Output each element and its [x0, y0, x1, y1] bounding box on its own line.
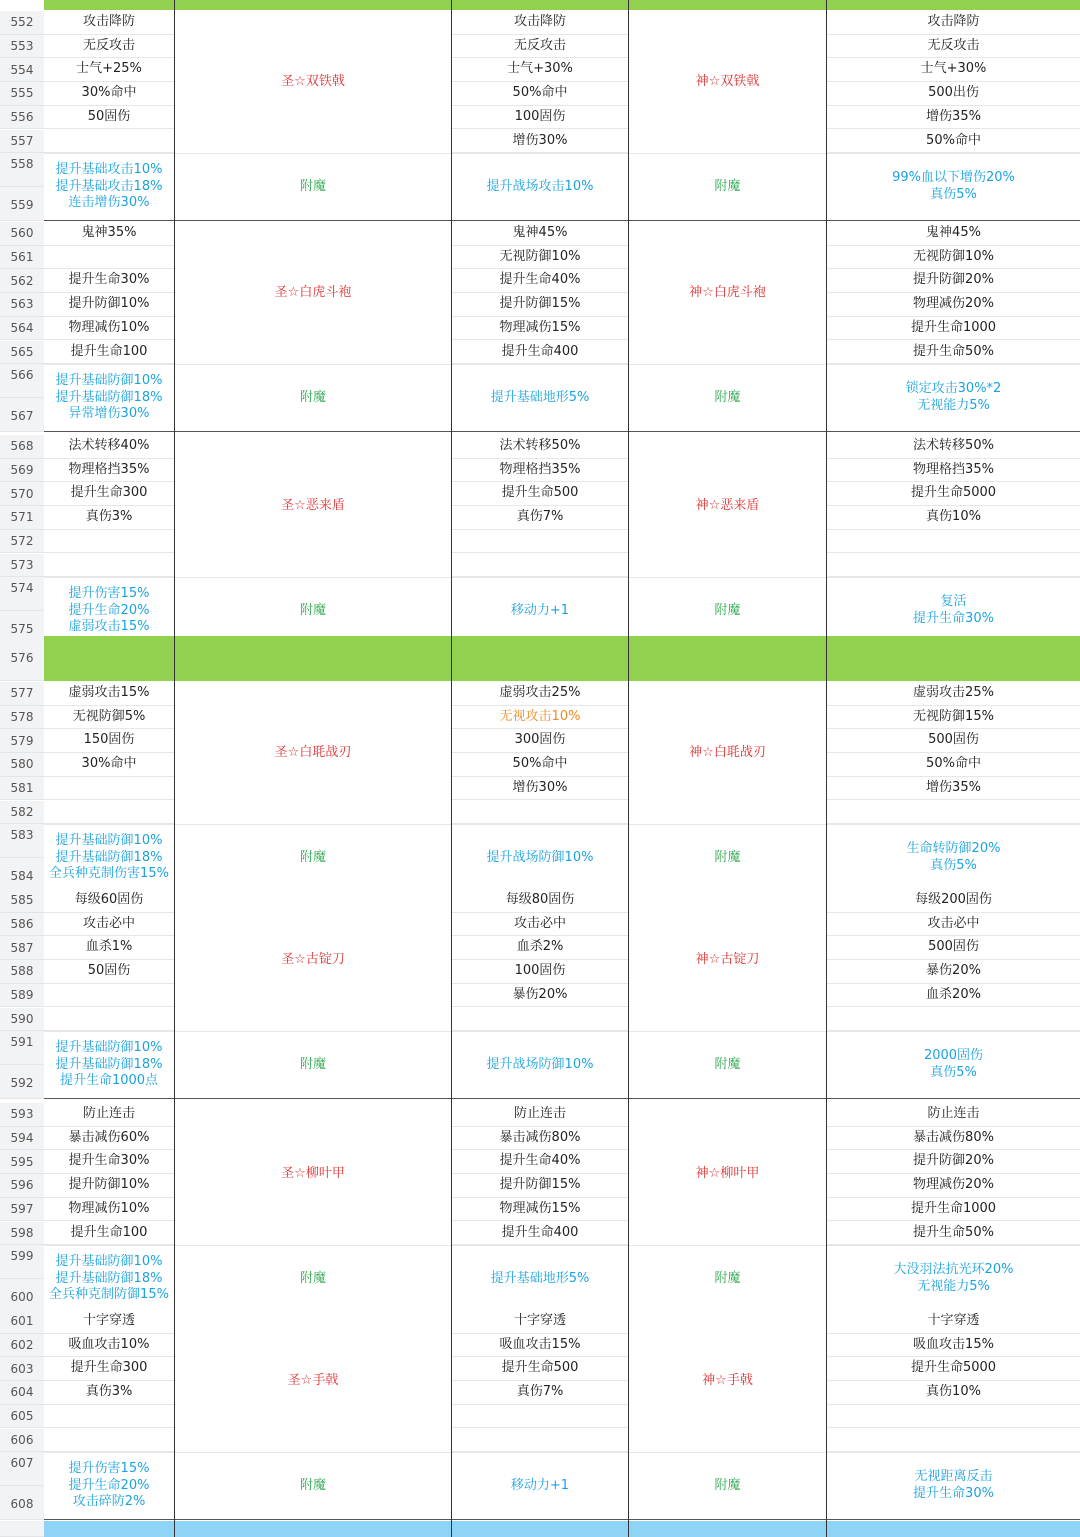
stat-cell[interactable]: 提升防御20% — [827, 1150, 1080, 1174]
stat-cell[interactable]: 真伤10% — [827, 1381, 1080, 1405]
enchant-label[interactable]: 附魔 — [629, 364, 826, 431]
stat-cell[interactable]: 攻击降防 — [452, 11, 628, 35]
cell-line: 提升基础防御10% — [55, 833, 163, 849]
cell-line: 提升生命20% — [68, 602, 150, 618]
stat-cell[interactable] — [827, 1008, 1080, 1032]
stat-cell[interactable]: 攻击必中 — [452, 913, 628, 937]
stat-cell[interactable] — [44, 130, 174, 154]
enchant-label[interactable]: 附魔 — [175, 364, 451, 431]
stat-cell[interactable] — [44, 554, 174, 578]
stat-cell[interactable]: 增伤30% — [452, 130, 628, 154]
stat-cell[interactable]: 提升生命300 — [44, 482, 174, 506]
cell-line: 移动力+1 — [510, 1477, 570, 1493]
stat-cell[interactable]: 真伤7% — [452, 1381, 628, 1405]
stat-cell[interactable] — [827, 554, 1080, 578]
row-header[interactable]: 595 — [0, 1150, 44, 1174]
cell-line: 提升生命30% — [913, 610, 994, 626]
stat-cell[interactable]: 暴伤20% — [827, 960, 1080, 984]
stat-cell[interactable]: 物理减伤20% — [827, 1174, 1080, 1198]
stat-cell[interactable]: 提升生命400 — [452, 1222, 628, 1246]
stat-cell[interactable]: 无反攻击 — [44, 35, 174, 59]
cell-line: 提升基础防御10% — [55, 1040, 163, 1056]
row-header[interactable]: 574 — [0, 577, 44, 611]
row-header[interactable]: 575 — [0, 611, 44, 645]
cell-line: 复活 — [940, 594, 967, 610]
enchant-cell-saint-base[interactable] — [44, 364, 174, 431]
stat-cell[interactable]: 物理格挡35% — [44, 459, 174, 483]
stat-cell[interactable]: 无视防御5% — [44, 706, 174, 730]
stat-cell[interactable]: 暴击减伤60% — [44, 1127, 174, 1151]
row-header[interactable]: 588 — [0, 960, 44, 984]
stat-cell[interactable]: 50%命中 — [452, 753, 628, 777]
stat-cell[interactable]: 每级60固伤 — [44, 889, 174, 913]
stat-cell[interactable]: 提升防御10% — [44, 293, 174, 317]
row-header[interactable]: 606 — [0, 1429, 44, 1453]
stat-cell[interactable]: 150固伤 — [44, 729, 174, 753]
cell-line: 提升生命1000点 — [59, 1073, 159, 1089]
cell-line: 连击增伤30% — [68, 195, 150, 211]
row-header[interactable]: 602 — [0, 1334, 44, 1358]
enchant-cell-god[interactable] — [827, 1031, 1080, 1098]
stat-cell[interactable] — [452, 530, 628, 554]
stat-cell[interactable]: 100固伤 — [452, 106, 628, 130]
row-header[interactable]: 594 — [0, 1127, 44, 1151]
row-header-partial — [0, 1521, 44, 1537]
stat-cell[interactable]: 十字穿透 — [827, 1310, 1080, 1334]
stat-cell[interactable]: 增伤35% — [827, 777, 1080, 801]
stat-cell[interactable]: 吸血攻击15% — [827, 1334, 1080, 1358]
stat-cell[interactable]: 虚弱攻击15% — [44, 682, 174, 706]
column-divider — [826, 0, 827, 1537]
stat-cell[interactable]: 无视防御10% — [827, 246, 1080, 270]
row-header[interactable]: 587 — [0, 936, 44, 960]
row-header[interactable]: 553 — [0, 35, 44, 59]
stat-cell[interactable] — [827, 530, 1080, 554]
stat-cell[interactable]: 提升生命300 — [44, 1357, 174, 1381]
row-header[interactable]: 565 — [0, 341, 44, 365]
stat-cell[interactable]: 虚弱攻击25% — [827, 682, 1080, 706]
cell-line: 提升生命20% — [68, 1477, 150, 1493]
row-header[interactable]: 583 — [0, 824, 44, 858]
stat-cell[interactable]: 真伤3% — [44, 1381, 174, 1405]
stat-cell[interactable]: 物理减伤20% — [827, 293, 1080, 317]
cell-line: 提升基础防御18% — [55, 849, 163, 865]
saint-item-name[interactable]: 圣☆柳叶甲 — [175, 1103, 451, 1245]
stat-cell[interactable]: 提升生命1000 — [827, 1198, 1080, 1222]
saint-item-name[interactable]: 圣☆白毦战刃 — [175, 682, 451, 824]
row-header[interactable]: 563 — [0, 293, 44, 317]
stat-cell[interactable]: 攻击必中 — [827, 913, 1080, 937]
cell-line: 锁定攻击30%*2 — [905, 381, 1002, 397]
enchant-cell-saint[interactable] — [452, 824, 628, 891]
row-header[interactable]: 598 — [0, 1222, 44, 1246]
stat-cell[interactable]: 提升防御20% — [827, 269, 1080, 293]
row-header[interactable]: 593 — [0, 1103, 44, 1127]
stat-cell[interactable]: 无反攻击 — [452, 35, 628, 59]
stat-cell[interactable]: 500出伤 — [827, 82, 1080, 106]
stat-cell[interactable] — [44, 246, 174, 270]
enchant-label[interactable]: 附魔 — [629, 577, 826, 644]
stat-cell[interactable]: 提升生命50% — [827, 1222, 1080, 1246]
enchant-label[interactable]: 附魔 — [629, 153, 826, 220]
row-header[interactable]: 555 — [0, 82, 44, 106]
cell-line: 无视距离反击 — [914, 1469, 993, 1485]
enchant-cell-saint-base[interactable] — [44, 577, 174, 644]
row-header[interactable]: 569 — [0, 459, 44, 483]
stat-cell[interactable]: 30%命中 — [44, 753, 174, 777]
stat-cell[interactable]: 提升生命5000 — [827, 482, 1080, 506]
saint-item-name[interactable]: 圣☆古锭刀 — [175, 889, 451, 1031]
stat-cell[interactable]: 攻击降防 — [44, 11, 174, 35]
enchant-cell-god[interactable] — [827, 577, 1080, 644]
cell-line: 提升基础防御18% — [55, 1056, 163, 1072]
enchant-label[interactable]: 附魔 — [175, 1245, 451, 1312]
stat-cell[interactable]: 50固伤 — [44, 106, 174, 130]
cell-line: 提升基础地形5% — [490, 389, 590, 405]
row-header[interactable]: 599 — [0, 1245, 44, 1279]
god-item-name[interactable]: 神☆白毦战刃 — [629, 682, 826, 824]
stat-cell[interactable]: 无视攻击10% — [452, 706, 628, 730]
cell-line: 提升战场防御10% — [486, 849, 594, 865]
enchant-label[interactable]: 附魔 — [175, 1452, 451, 1519]
row-header[interactable]: 596 — [0, 1174, 44, 1198]
stat-cell[interactable]: 物理格挡35% — [827, 459, 1080, 483]
cell-line: 提升战场防御10% — [486, 1056, 594, 1072]
row-header[interactable]: 581 — [0, 777, 44, 801]
row-header[interactable]: 580 — [0, 753, 44, 777]
stat-cell[interactable]: 真伤7% — [452, 506, 628, 530]
stat-cell[interactable]: 真伤10% — [827, 506, 1080, 530]
enchant-cell-saint[interactable] — [452, 1031, 628, 1098]
row-header[interactable]: 578 — [0, 706, 44, 730]
cell-line: 提升基础地形5% — [490, 1270, 590, 1286]
stat-cell[interactable] — [44, 1405, 174, 1429]
row-header[interactable]: 552 — [0, 11, 44, 35]
stat-cell[interactable]: 提升生命500 — [452, 1357, 628, 1381]
saint-item-name[interactable]: 圣☆恶来盾 — [175, 435, 451, 577]
row-header[interactable]: 557 — [0, 130, 44, 154]
stat-cell[interactable]: 提升生命40% — [452, 269, 628, 293]
cell-line: 提升基础防御18% — [55, 389, 163, 405]
stat-cell[interactable]: 提升防御15% — [452, 293, 628, 317]
row-header[interactable]: 601 — [0, 1310, 44, 1334]
god-item-name[interactable]: 神☆柳叶甲 — [629, 1103, 826, 1245]
stat-cell[interactable]: 吸血攻击10% — [44, 1334, 174, 1358]
row-header[interactable]: 567 — [0, 398, 44, 432]
enchant-cell-saint[interactable] — [452, 1452, 628, 1519]
row-header[interactable]: 579 — [0, 729, 44, 753]
stat-cell[interactable] — [44, 1429, 174, 1453]
stat-cell[interactable]: 50%命中 — [827, 753, 1080, 777]
enchant-label[interactable]: 附魔 — [629, 1245, 826, 1312]
row-header[interactable]: 603 — [0, 1357, 44, 1381]
row-header[interactable]: 564 — [0, 317, 44, 341]
cell-line: 提升基础防御10% — [55, 1254, 163, 1270]
enchant-cell-god[interactable] — [827, 364, 1080, 431]
stat-cell[interactable]: 鬼神45% — [827, 222, 1080, 246]
stat-cell[interactable]: 50%命中 — [827, 130, 1080, 154]
enchant-cell-saint-base[interactable] — [44, 1031, 174, 1098]
stat-cell[interactable] — [452, 801, 628, 825]
stat-cell[interactable]: 血杀1% — [44, 936, 174, 960]
stat-cell[interactable] — [44, 530, 174, 554]
enchant-cell-saint-base[interactable] — [44, 1452, 174, 1519]
stat-cell[interactable]: 士气+30% — [452, 58, 628, 82]
stat-cell[interactable]: 无反攻击 — [827, 35, 1080, 59]
row-header[interactable]: 570 — [0, 482, 44, 506]
cell-line: 无视能力5% — [917, 397, 990, 413]
enchant-cell-god[interactable] — [827, 153, 1080, 220]
cell-line: 全兵种克制伤害15% — [49, 866, 169, 882]
cell-line: 提升伤害15% — [68, 1461, 150, 1477]
cell-line: 真伤5% — [930, 186, 977, 202]
stat-cell[interactable]: 防止连击 — [452, 1103, 628, 1127]
stat-cell[interactable]: 暴击减伤80% — [452, 1127, 628, 1151]
row-header[interactable]: 562 — [0, 269, 44, 293]
god-item-name[interactable]: 神☆恶来盾 — [629, 435, 826, 577]
cell-line: 提升基础防御18% — [55, 1270, 163, 1286]
stat-cell[interactable]: 500固伤 — [827, 729, 1080, 753]
cell-line: 提升伤害15% — [68, 586, 150, 602]
row-header[interactable]: 592 — [0, 1065, 44, 1099]
row-header[interactable]: 589 — [0, 984, 44, 1008]
stat-cell[interactable]: 防止连击 — [827, 1103, 1080, 1127]
cell-line: 提升生命30% — [913, 1485, 994, 1501]
header-green-band — [44, 0, 1080, 10]
cell-line: 无视能力5% — [917, 1278, 990, 1294]
god-item-name[interactable]: 神☆白虎斗袍 — [629, 222, 826, 364]
saint-item-name[interactable]: 圣☆双铁戟 — [175, 11, 451, 153]
stat-cell[interactable]: 500固伤 — [827, 936, 1080, 960]
stat-cell[interactable]: 暴击减伤80% — [827, 1127, 1080, 1151]
row-header[interactable]: 561 — [0, 246, 44, 270]
row-header[interactable]: 590 — [0, 1008, 44, 1032]
stat-cell[interactable]: 提升生命5000 — [827, 1357, 1080, 1381]
stat-cell[interactable] — [827, 801, 1080, 825]
stat-cell[interactable]: 提升生命100 — [44, 1222, 174, 1246]
cell-line: 提升基础攻击18% — [55, 178, 163, 194]
stat-cell[interactable]: 血杀2% — [452, 936, 628, 960]
cell-line: 虚弱攻击15% — [68, 619, 150, 635]
stat-cell[interactable]: 攻击降防 — [827, 11, 1080, 35]
stat-cell[interactable]: 提升生命30% — [44, 1150, 174, 1174]
row-header[interactable]: 572 — [0, 530, 44, 554]
row-header[interactable]: 560 — [0, 222, 44, 246]
enchant-cell-saint-base[interactable] — [44, 824, 174, 891]
stat-cell[interactable]: 吸血攻击15% — [452, 1334, 628, 1358]
row-header[interactable]: 605 — [0, 1405, 44, 1429]
cell-line: 移动力+1 — [510, 602, 570, 618]
stat-cell[interactable]: 无视防御15% — [827, 706, 1080, 730]
column-divider — [628, 0, 629, 1537]
column-divider — [174, 0, 175, 1537]
stat-cell[interactable]: 30%命中 — [44, 82, 174, 106]
stat-cell[interactable]: 法术转移50% — [452, 435, 628, 459]
stat-cell[interactable]: 提升生命500 — [452, 482, 628, 506]
stat-cell[interactable]: 真伤3% — [44, 506, 174, 530]
row-header[interactable]: 586 — [0, 913, 44, 937]
enchant-cell-saint[interactable] — [452, 364, 628, 431]
stat-cell[interactable] — [452, 1008, 628, 1032]
stat-cell[interactable]: 100固伤 — [452, 960, 628, 984]
stat-cell[interactable]: 提升防御10% — [44, 1174, 174, 1198]
stat-cell[interactable]: 提升生命30% — [44, 269, 174, 293]
row-header[interactable]: 554 — [0, 58, 44, 82]
stat-cell[interactable]: 提升生命1000 — [827, 317, 1080, 341]
enchant-cell-saint-base[interactable] — [44, 153, 174, 220]
row-header[interactable]: 591 — [0, 1031, 44, 1065]
stat-cell[interactable]: 士气+30% — [827, 58, 1080, 82]
row-header[interactable]: 584 — [0, 858, 44, 892]
row-header[interactable]: 604 — [0, 1381, 44, 1405]
stat-cell[interactable]: 物理减伤15% — [452, 1198, 628, 1222]
cell-line: 提升战场攻击10% — [486, 178, 594, 194]
stat-cell[interactable]: 提升生命100 — [44, 341, 174, 365]
god-item-name[interactable]: 神☆双铁戟 — [629, 11, 826, 153]
stat-cell[interactable]: 物理减伤15% — [452, 317, 628, 341]
stat-cell[interactable] — [452, 1429, 628, 1453]
god-item-name[interactable]: 神☆古锭刀 — [629, 889, 826, 1031]
row-header[interactable]: 556 — [0, 106, 44, 130]
stat-cell[interactable]: 血杀20% — [827, 984, 1080, 1008]
enchant-cell-god[interactable] — [827, 1452, 1080, 1519]
stat-cell[interactable]: 物理格挡35% — [452, 459, 628, 483]
row-header[interactable]: 568 — [0, 435, 44, 459]
stat-cell[interactable]: 鬼神45% — [452, 222, 628, 246]
stat-cell[interactable]: 暴伤20% — [452, 984, 628, 1008]
stat-cell[interactable]: 每级200固伤 — [827, 889, 1080, 913]
stat-cell[interactable]: 提升生命50% — [827, 341, 1080, 365]
enchant-cell-saint[interactable] — [452, 153, 628, 220]
row-header[interactable]: 558 — [0, 153, 44, 187]
stat-cell[interactable]: 物理减伤10% — [44, 317, 174, 341]
cell-line: 2000固伤 — [923, 1048, 984, 1064]
row-header[interactable]: 566 — [0, 364, 44, 398]
cell-line: 真伤5% — [930, 857, 977, 873]
stat-cell[interactable] — [44, 777, 174, 801]
row-header[interactable]: 577 — [0, 682, 44, 706]
stat-cell[interactable]: 防止连击 — [44, 1103, 174, 1127]
stat-cell[interactable]: 300固伤 — [452, 729, 628, 753]
stat-cell[interactable]: 增伤35% — [827, 106, 1080, 130]
enchant-cell-saint[interactable] — [452, 577, 628, 644]
stat-cell[interactable] — [452, 554, 628, 578]
row-header[interactable]: 576 — [0, 636, 44, 681]
enchant-label[interactable]: 附魔 — [629, 824, 826, 891]
stat-cell[interactable] — [44, 1008, 174, 1032]
stat-cell[interactable]: 十字穿透 — [452, 1310, 628, 1334]
row-header[interactable]: 573 — [0, 554, 44, 578]
row-header[interactable]: 608 — [0, 1486, 44, 1520]
stat-cell[interactable]: 攻击必中 — [44, 913, 174, 937]
row-header[interactable]: 585 — [0, 889, 44, 913]
column-divider — [451, 0, 452, 1537]
stat-cell[interactable]: 提升生命40% — [452, 1150, 628, 1174]
row-header[interactable]: 582 — [0, 801, 44, 825]
stat-cell[interactable]: 虚弱攻击25% — [452, 682, 628, 706]
enchant-label[interactable]: 附魔 — [175, 577, 451, 644]
row-header[interactable]: 600 — [0, 1279, 44, 1313]
stat-cell[interactable]: 增伤30% — [452, 777, 628, 801]
cell-line: 大没羽法抗光环20% — [893, 1262, 1014, 1278]
cell-line: 全兵种克制防御15% — [49, 1287, 169, 1303]
enchant-label[interactable]: 附魔 — [175, 1031, 451, 1098]
cell-line: 提升基础防御10% — [55, 373, 163, 389]
stat-cell[interactable]: 鬼神35% — [44, 222, 174, 246]
stat-cell[interactable]: 无视防御10% — [452, 246, 628, 270]
enchant-cell-god[interactable] — [827, 1245, 1080, 1312]
enchant-cell-saint-base[interactable] — [44, 1245, 174, 1312]
enchant-cell-saint[interactable] — [452, 1245, 628, 1312]
enchant-cell-god[interactable] — [827, 824, 1080, 891]
cell-line: 真伤5% — [930, 1064, 977, 1080]
green-band-row — [44, 636, 1080, 681]
row-header[interactable]: 559 — [0, 187, 44, 221]
stat-cell[interactable] — [827, 1405, 1080, 1429]
cell-line: 攻击碎防2% — [72, 1494, 146, 1510]
saint-item-name[interactable]: 圣☆白虎斗袍 — [175, 222, 451, 364]
stat-cell[interactable]: 50%命中 — [452, 82, 628, 106]
stat-cell[interactable] — [44, 801, 174, 825]
stat-cell[interactable] — [452, 1405, 628, 1429]
stat-cell[interactable]: 物理减伤10% — [44, 1198, 174, 1222]
stat-cell[interactable]: 提升生命400 — [452, 341, 628, 365]
stat-cell[interactable]: 提升防御15% — [452, 1174, 628, 1198]
stat-cell[interactable]: 十字穿透 — [44, 1310, 174, 1334]
stat-cell[interactable] — [827, 1429, 1080, 1453]
stat-cell[interactable]: 士气+25% — [44, 58, 174, 82]
cell-line: 99%血以下增伤20% — [892, 170, 1015, 186]
saint-item-name[interactable]: 圣☆手戟 — [175, 1310, 451, 1452]
enchant-label[interactable]: 附魔 — [175, 824, 451, 891]
cell-line: 异常增伤30% — [68, 406, 150, 422]
row-header[interactable]: 597 — [0, 1198, 44, 1222]
god-item-name[interactable]: 神☆手戟 — [629, 1310, 826, 1452]
enchant-label[interactable]: 附魔 — [175, 153, 451, 220]
stat-cell[interactable]: 法术转移50% — [827, 435, 1080, 459]
row-header[interactable]: 607 — [0, 1452, 44, 1486]
row-header[interactable]: 571 — [0, 506, 44, 530]
enchant-label[interactable]: 附魔 — [629, 1452, 826, 1519]
stat-cell[interactable]: 50固伤 — [44, 960, 174, 984]
stat-cell[interactable]: 每级80固伤 — [452, 889, 628, 913]
stat-cell[interactable]: 法术转移40% — [44, 435, 174, 459]
blue-band-row — [44, 1521, 1080, 1537]
enchant-label[interactable]: 附魔 — [629, 1031, 826, 1098]
stat-cell[interactable] — [44, 984, 174, 1008]
cell-line: 生命转防御20% — [906, 841, 1001, 857]
cell-line: 提升基础攻击10% — [55, 162, 163, 178]
